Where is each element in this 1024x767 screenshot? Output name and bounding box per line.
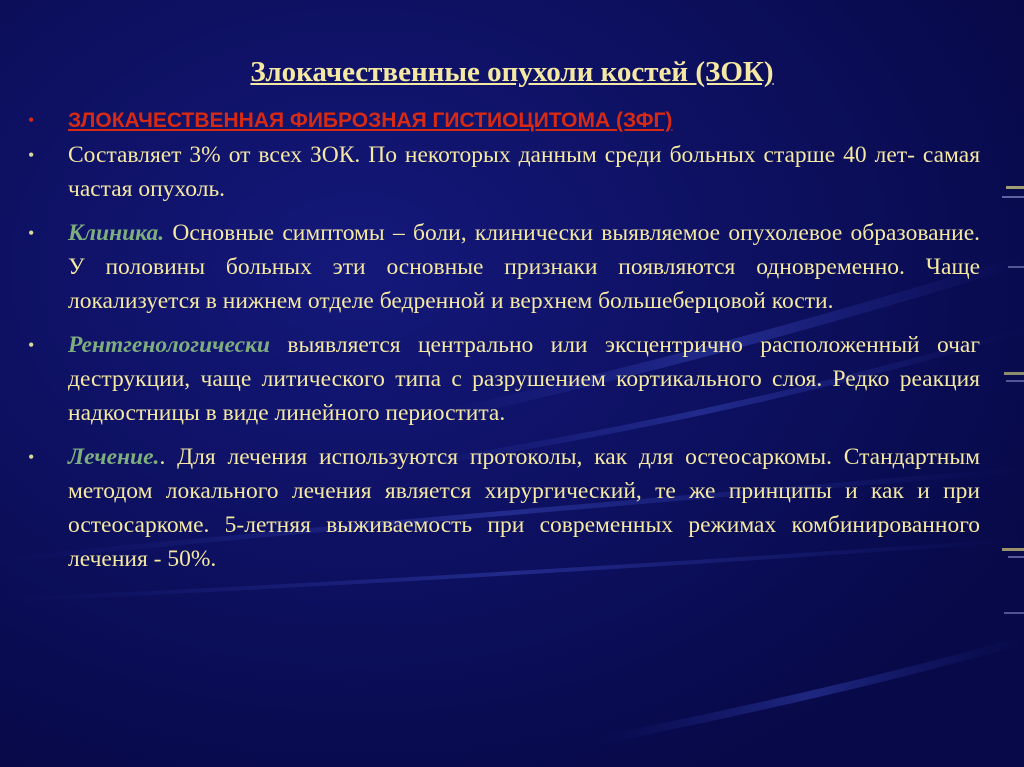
bullet-list: [28, 103, 980, 586]
item-text: выявляется центрально или эксцентрично расположенный очаг деструкции, чаще литического типа с разрушением кортикального слоя. Редко реакция надкостницы в виде линейного периостита.: [68, 332, 980, 426]
bullet-dot-icon: •: [28, 335, 35, 355]
item-lead-term: Лечение.: [68, 444, 160, 470]
bullet-dot-icon: •: [28, 145, 35, 165]
subtitle-item: [28, 103, 980, 138]
item-text: Составляет 3% от всех ЗОК. По некоторых данным среди больных старше 40 лет- самая частая опухоль.: [68, 142, 980, 202]
list-item: [28, 328, 980, 430]
bullet-dot-icon: •: [28, 447, 35, 467]
subtitle-heading: ЗЛОКАЧЕСТВЕННАЯ ФИБРОЗНАЯ ГИСТИОЦИТОМА (ЗФГ): [68, 109, 673, 132]
item-text: Основные симптомы – боли, клинически выявляемое опухолевое образование. У половины больных эти основные признаки появляются одновременно. Чаще локализуется в нижнем отделе бедренной и верхнем большеберцовой кости.: [68, 220, 980, 314]
bullet-dot-icon: •: [28, 223, 35, 243]
item-lead-term: Рентгенологически: [68, 332, 270, 358]
list-item: [28, 138, 980, 206]
page-title: Злокачественные опухоли костей (ЗОК): [250, 56, 774, 88]
list-item: [28, 216, 980, 318]
item-text: . Для лечения используются протоколы, как для остеосаркомы. Стандартным методом локального лечения является хирургический, те же принципы и как и при остеосаркоме. 5-летняя выживаемость при современных режимах комбинированного лечения - 50%.: [68, 444, 980, 572]
item-lead-term: Клиника.: [68, 220, 165, 246]
bullet-dot-icon: •: [28, 110, 35, 130]
list-item: [28, 440, 980, 576]
